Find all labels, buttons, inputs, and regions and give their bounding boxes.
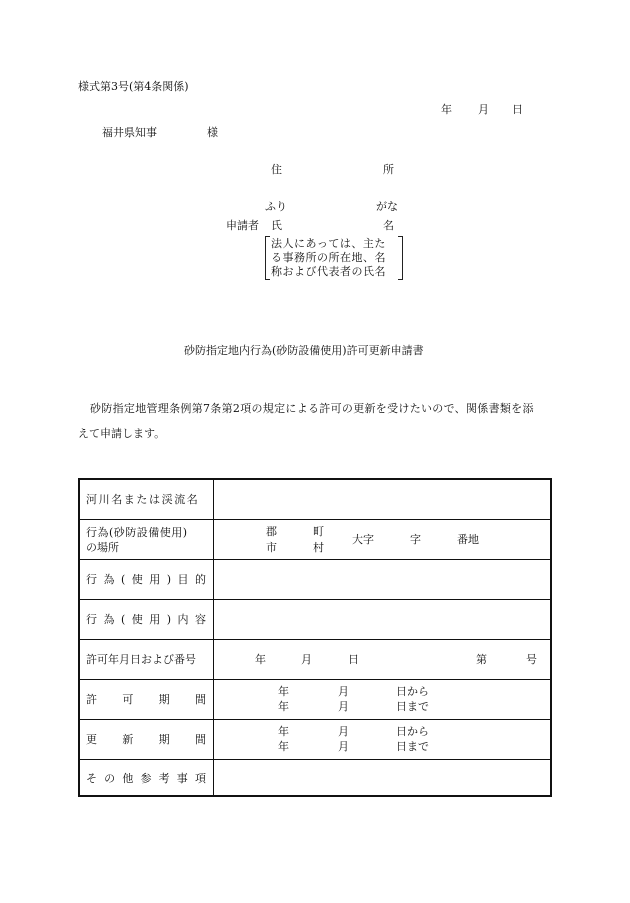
table-row: [80, 480, 550, 520]
location-shi: 市: [266, 541, 277, 554]
date-year: 年: [441, 103, 452, 116]
location-gun: 郡: [266, 525, 277, 538]
table-row: [80, 640, 550, 680]
river-name-label: 河川名または渓流名: [86, 493, 200, 506]
location-machi: 町: [313, 525, 324, 538]
period-from-month: 月: [338, 685, 349, 698]
table-row: [80, 600, 550, 640]
renewal-from-day: 日から: [396, 725, 429, 738]
content-label: 行 為 ( 使 用 ) 内 容: [86, 613, 206, 626]
period-until-day: 日まで: [396, 700, 429, 713]
name-label-b: 名: [383, 219, 394, 232]
table-row: [80, 760, 550, 797]
permit-year: 年: [255, 653, 266, 666]
document-title: 砂防指定地内行為(砂防設備使用)許可更新申請書: [184, 344, 424, 357]
date-day: 日: [512, 103, 523, 116]
other-notes-label: そ の 他 参 考 事 項: [86, 772, 206, 785]
corporate-note-bracket: [265, 236, 403, 280]
corporate-note-line: 称および代表者の氏名: [271, 265, 386, 278]
permit-go: 号: [526, 653, 537, 666]
body-text-line-1: 砂防指定地管理条例第7条第2項の規定による許可の更新を受けたいので、関係書類を添: [90, 402, 534, 415]
body-text-line-2: えて申請します。: [78, 427, 166, 440]
table-row: [80, 520, 550, 560]
corporate-note-line: る事務所の所在地、名: [271, 251, 386, 264]
renewal-until-day: 日まで: [396, 740, 429, 753]
location-mura: 村: [313, 541, 324, 554]
period-from-day: 日から: [396, 685, 429, 698]
renewal-from-year: 年: [278, 725, 289, 738]
renewal-from-month: 月: [338, 725, 349, 738]
permit-date-label: 許可年月日および番号: [86, 653, 196, 666]
renewal-period-label: 更 新 期 間: [86, 733, 206, 746]
form-number: 様式第3号(第4条関係): [78, 80, 189, 93]
application-form-table: [78, 478, 552, 797]
permit-dai: 第: [476, 653, 487, 666]
location-label-line-2: の場所: [86, 541, 119, 554]
addressee: 福井県知事: [102, 126, 157, 139]
table-row: [80, 720, 550, 760]
address-label-a: 住: [271, 163, 282, 176]
location-label-line-1: 行為(砂防設備使用): [86, 526, 188, 539]
location-aza: 字: [410, 533, 421, 546]
location-banchi: 番地: [457, 533, 479, 546]
furigana-label-b: がな: [376, 200, 398, 213]
renewal-until-year: 年: [278, 740, 289, 753]
purpose-label: 行 為 ( 使 用 ) 目 的: [86, 573, 206, 586]
table-row: [80, 680, 550, 720]
corporate-note-line: 法人にあっては、主た: [271, 237, 386, 250]
furigana-label-a: ふり: [265, 200, 287, 213]
table-row: [80, 560, 550, 600]
permit-period-label: 許 可 期 間: [86, 693, 206, 706]
name-label-a: 氏: [271, 219, 282, 232]
permit-month: 月: [301, 653, 312, 666]
honorific: 様: [207, 126, 218, 139]
location-oaza: 大字: [352, 533, 374, 546]
applicant-role: 申請者: [226, 219, 259, 232]
period-until-month: 月: [338, 700, 349, 713]
address-label-b: 所: [383, 163, 394, 176]
renewal-until-month: 月: [338, 740, 349, 753]
permit-day: 日: [348, 653, 359, 666]
period-until-year: 年: [278, 700, 289, 713]
date-month: 月: [478, 103, 489, 116]
period-from-year: 年: [278, 685, 289, 698]
